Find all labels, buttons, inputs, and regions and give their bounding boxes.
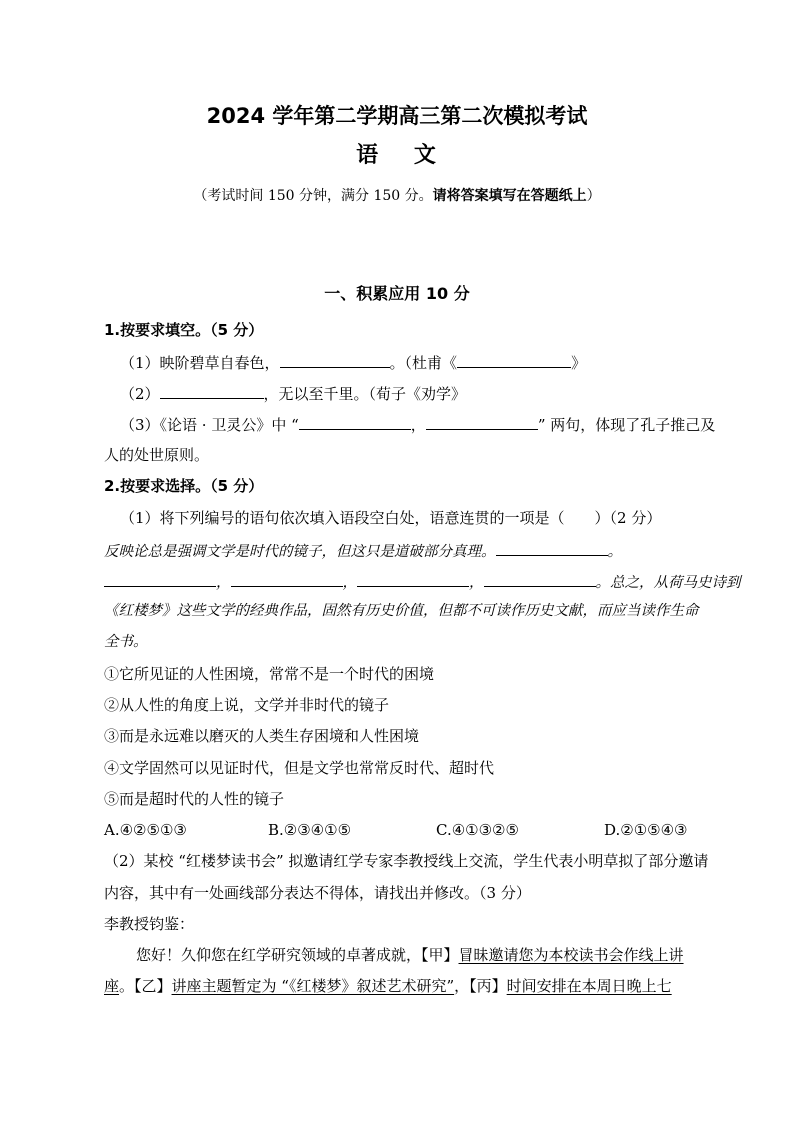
passage-text: 反映论总是强调文学是时代的镜子，但这只是道破部分真理。 (104, 544, 496, 560)
answer-blank[interactable] (160, 382, 264, 399)
option-c[interactable]: C.④①③②⑤ (436, 821, 519, 839)
underlined-phrase-bing: 时间安排在本周日晚上七 (506, 977, 672, 995)
underlined-phrase-jia-end: 座 (104, 977, 120, 995)
answer-blank[interactable] (457, 351, 571, 368)
exam-note-time: （考试时间 150 分钟，满分 150 分。 (193, 188, 433, 204)
q1-3-sep: ， (410, 416, 426, 434)
passage-text: 。总之，从荷马史诗到 (595, 575, 741, 591)
q2-passage-line-3: 《红楼梦》这些文学的经典作品，固然有历史价值，但都不可读作历史文献，而应当读作生命 (104, 603, 699, 619)
sentence-item: ④文学固然可以见证时代，但是文学也常常反时代、超时代 (104, 759, 495, 777)
answer-blank[interactable] (104, 570, 216, 587)
answer-blank[interactable] (299, 413, 411, 430)
letter-text: ，【丙】 (454, 977, 507, 995)
q1-item-2 (120, 382, 466, 404)
answer-blank[interactable] (484, 570, 596, 587)
letter-text: 您好！久仰您在红学研究领域的卓著成就，【甲】 (136, 946, 459, 964)
q1-3-prompt: （3）《论语 · 卫灵公》中 “ (120, 416, 299, 434)
passage-sep: ， (216, 575, 231, 591)
q1-3-tail: ” 两句，体现了孔子推己及 (537, 416, 716, 434)
underlined-phrase-yi: 讲座主题暂定为 “《红楼梦》叙述艺术研究” (171, 977, 455, 995)
sentence-item: ①它所见证的人性困境，常常不是一个时代的困境 (104, 665, 435, 683)
answer-blank[interactable] (231, 570, 343, 587)
exam-note (0, 186, 794, 206)
passage-text: 。 (607, 544, 622, 560)
q1-item-3-cont: 人的处世原则。 (104, 446, 210, 464)
passage-sep: ， (469, 575, 484, 591)
q1-item-1 (120, 351, 586, 373)
exam-title: 2024 学年第二学期高三第二次模拟考试 (206, 104, 588, 128)
answer-blank[interactable] (357, 570, 469, 587)
exam-note-close: ） (586, 188, 601, 204)
option-b[interactable]: B.②③④①⑤ (268, 821, 352, 839)
q1-2-prompt: ，无以至千里。（荀子《劝学》 (263, 385, 467, 403)
q2-part1-prompt: （1）将下列编号的语句依次填入语段空白处，语意连贯的一项是（ ）（2 分） (120, 509, 662, 527)
q2-heading: 2.按要求选择。（5 分） (104, 477, 264, 495)
q1-item-3 (120, 413, 715, 435)
letter-line-2 (104, 976, 672, 996)
q2-passage-line-4: 全书。 (104, 634, 148, 650)
q1-1-close: 》 (571, 354, 587, 372)
subject-title: 语 文 (356, 143, 438, 168)
section-title: 一、积累应用 10 分 (324, 284, 470, 303)
sentence-item: ②从人性的角度上说，文学并非时代的镜子 (104, 696, 390, 714)
answer-blank[interactable] (280, 351, 390, 368)
q2-passage-line-2 (104, 570, 741, 593)
q2-passage-line-1 (104, 539, 622, 562)
letter-text: 。【乙】 (119, 977, 172, 995)
q1-2-prefix: （2） (120, 385, 160, 403)
q2-part2-prompt: （2）某校 “红楼梦读书会” 拟邀请红学专家李教授线上交流，学生代表小明草拟了部分邀请 (104, 852, 709, 870)
passage-sep: ， (342, 575, 357, 591)
sentence-item: ③而是永远难以磨灭的人类生存困境和人性困境 (104, 727, 420, 745)
q2-part2-prompt-cont: 内容，其中有一处画线部分表达不得体，请找出并修改。（3 分） (104, 884, 531, 902)
option-a[interactable]: A.④②⑤①③ (104, 821, 187, 839)
q2-options (104, 820, 724, 840)
sentence-item: ⑤而是超时代的人性的镜子 (104, 790, 285, 808)
underlined-phrase-jia: 冒昧邀请您为本校读书会作线上讲 (458, 946, 684, 964)
q1-1-prompt: （1）映阶碧草自春色， (120, 354, 280, 372)
letter-line-1 (136, 945, 684, 965)
q1-1-source: 。（杜甫《 (389, 354, 458, 372)
letter-salutation: 李教授钧鉴： (104, 915, 195, 933)
answer-blank[interactable] (426, 413, 538, 430)
option-d[interactable]: D.②①⑤④③ (604, 821, 688, 839)
q1-heading: 1.按要求填空。（5 分） (104, 321, 264, 339)
exam-note-instruction: 请将答案填写在答题纸上 (432, 188, 587, 204)
answer-blank[interactable] (496, 539, 608, 556)
